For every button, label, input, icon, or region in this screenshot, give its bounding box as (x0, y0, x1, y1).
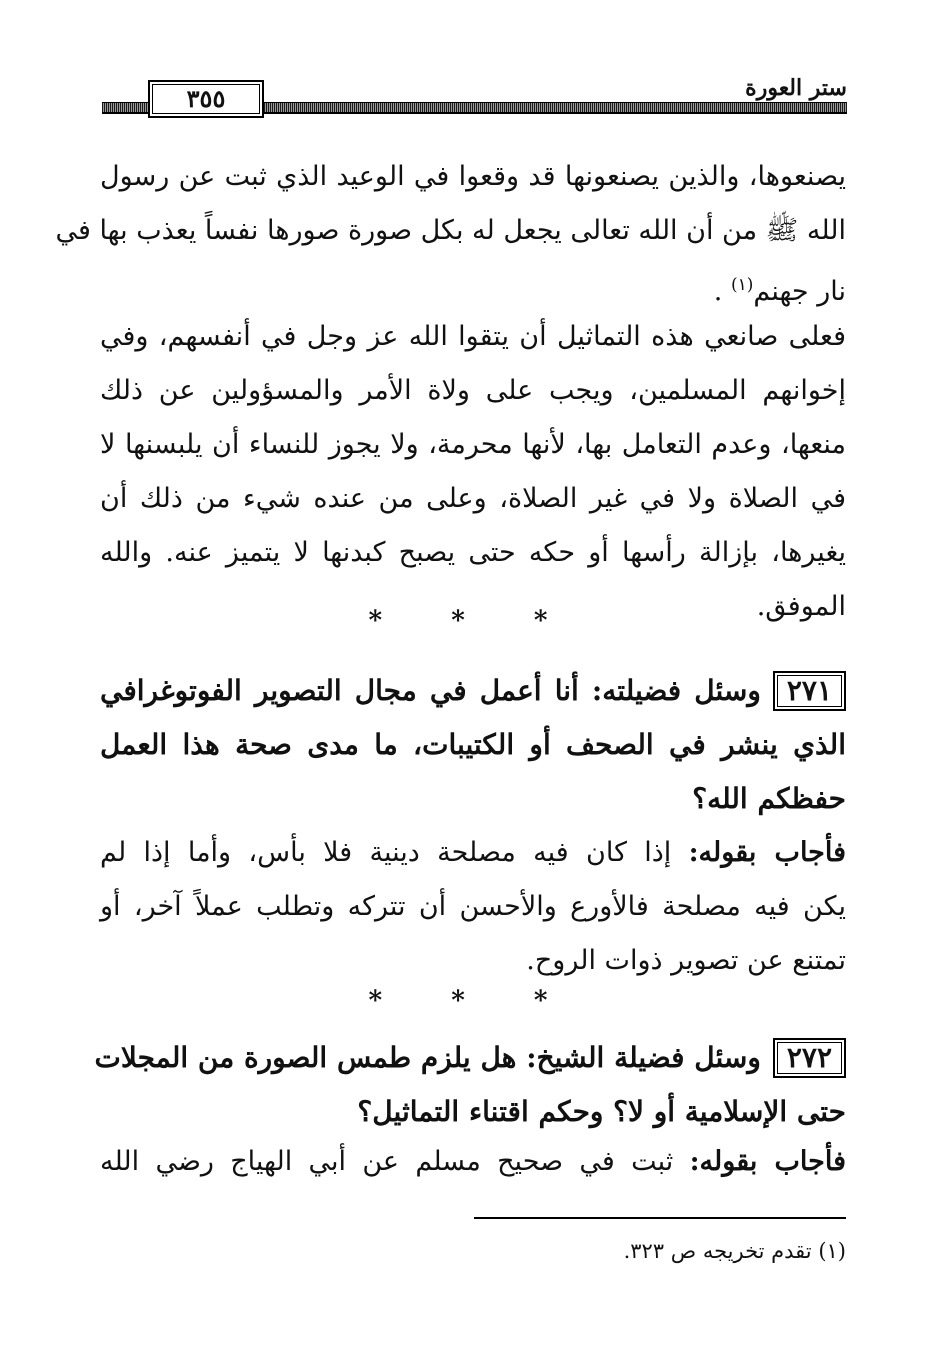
section-separator: * * * (368, 606, 578, 636)
footnote-marker: (١) (730, 275, 754, 295)
running-title: ستر العورة (735, 74, 847, 102)
text-line (94, 1031, 846, 1085)
page-number: ٣٥٥ (148, 80, 264, 118)
paragraph-admonition (100, 310, 846, 634)
question-number: ٢٧٢ (773, 1038, 846, 1078)
text-line: يغيرها، بإزالة رأسها أو حكه حتى يصبح كبدنها لا يتميز عنه. والله (100, 537, 846, 568)
text-fragment: . (713, 276, 731, 307)
text-line: الذي ينشر في الصحف أو الكتيبات، ما مدى صحة هذا العمل (100, 728, 846, 761)
paragraph-continuation (55, 150, 846, 312)
text-line: إخوانهم المسلمين، ويجب على ولاة الأمر والمسؤولين عن ذلك (100, 375, 846, 406)
page-header (102, 75, 847, 122)
text-line (100, 1135, 846, 1189)
section-separator: * * * (368, 986, 578, 1016)
text-fragment: وسئل فضيلة الشيخ: هل يلزم طمس الصورة من المجلات (94, 1041, 761, 1074)
text-line (100, 664, 846, 718)
text-fragment: وسئل فضيلته: أنا أعمل في مجال التصوير الفوتوغرافي (100, 674, 761, 707)
text-fragment: إذا كان فيه مصلحة دينية فلا بأس، وأما إذا لم (100, 837, 689, 868)
text-line: فعلى صانعي هذه التماثيل أن يتقوا الله عز وجل في أنفسهم، وفي (100, 321, 846, 352)
question-271 (100, 664, 846, 826)
text-line: حتى الإسلامية أو لا؟ وحكم اقتناء التماثيل؟ (357, 1095, 846, 1128)
text-line (100, 258, 846, 312)
answer-lead: فأجاب بقوله: (689, 1146, 846, 1177)
footnote-rule (474, 1217, 846, 1219)
text-line: منعها، وعدم التعامل بها، لأنها محرمة، ولا يجوز للنساء أن يلبسنها لا (100, 429, 846, 460)
answer-271 (100, 826, 846, 988)
text-line: الموفق. (756, 591, 846, 622)
text-fragment: نار جهنم (753, 276, 846, 307)
footnote: (١) تقدم تخريجه ص ٣٢٣. (623, 1239, 846, 1263)
question-number: ٢٧١ (773, 671, 846, 711)
answer-lead: فأجاب بقوله: (688, 837, 846, 868)
text-line: حفظكم الله؟ (692, 782, 846, 815)
text-fragment: ثبت في صحيح مسلم عن أبي الهياج رضي الله (100, 1146, 690, 1177)
text-line: تمتنع عن تصوير ذوات الروح. (526, 945, 846, 976)
text-line: الله ﷺ من أن الله تعالى يجعل له بكل صورة صورها نفساً يعذب بها في (55, 215, 846, 246)
answer-272 (100, 1135, 846, 1189)
text-line (100, 826, 846, 880)
question-272 (94, 1031, 846, 1139)
text-line: يصنعوها، والذين يصنعونها قد وقعوا في الوعيد الذي ثبت عن رسول (100, 161, 846, 192)
text-line: يكن فيه مصلحة فالأورع والأحسن أن تتركه وتطلب عملاً آخر، أو (100, 891, 846, 922)
text-line: في الصلاة ولا في غير الصلاة، وعلى من عنده شيء من ذلك أن (100, 483, 846, 514)
